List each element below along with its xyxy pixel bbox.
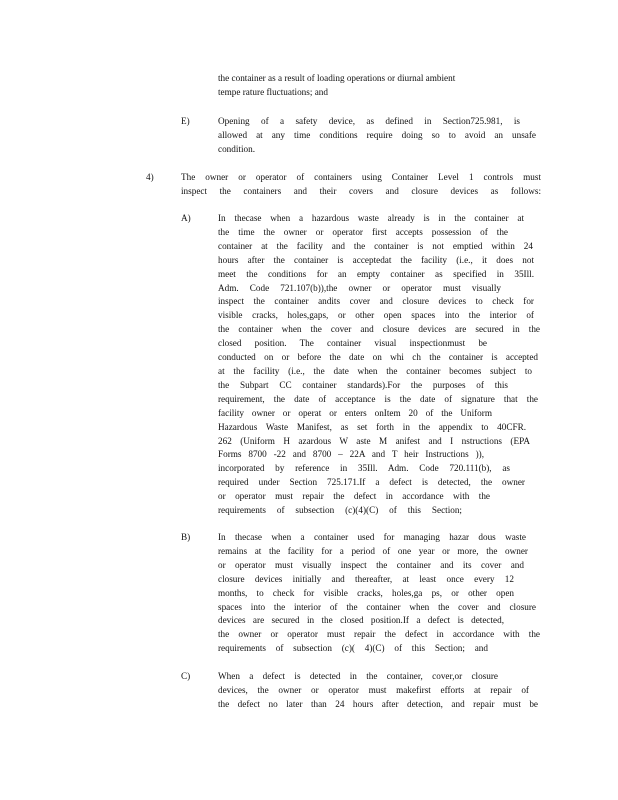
- text-line: the defect no later than 24 hours after detection, and repair must be: [218, 698, 538, 709]
- text-line: requirement, the date of acceptance is the date of signature that the: [218, 393, 538, 404]
- item-label-e: E): [181, 116, 190, 126]
- text-line: facility owner or operat or enters onItem 20 of the Uniform: [218, 407, 492, 418]
- text-line: When a defect is detected in the container, cover,or closure: [218, 671, 498, 681]
- item-a-text: [218, 212, 540, 518]
- text-line: the container when the cover and closure devices are secured in the: [218, 324, 540, 335]
- text-line: meet the conditions for an empty container as specified in 35Ill.: [218, 268, 534, 279]
- text-line: Forms 8700 -22 and 8700 – 22A and T heir Instructions )),: [218, 449, 484, 460]
- text-line: Adm. Code 721.107(b)),the owner or operator must visually: [218, 282, 501, 293]
- text-line: closure devices initially and thereafter, at least once every 12: [218, 573, 514, 584]
- text-line: the time the owner or operator first accepts possession of the: [218, 226, 508, 237]
- text-line: the owner or operator must repair the defect in accordance with the: [218, 629, 540, 640]
- item-b-text: [218, 531, 540, 656]
- text-line: devices are secured in the closed position.If a defect is detected,: [218, 615, 504, 626]
- item-label-4: 4): [146, 172, 154, 182]
- text-line: the container as a result of loading operations or diurnal ambient: [218, 73, 456, 83]
- text-line: inspect the container andits cover and closure devices to check for: [218, 296, 534, 307]
- text-line: months, to check for visible cracks, holes,ga ps, or other open: [218, 587, 514, 598]
- text-line: visible cracks, holes,gaps, or other open spaces into the interior of: [218, 310, 534, 321]
- text-line: hours after the container is acceptedat the facility (i.e., it does not: [218, 254, 534, 265]
- text-line: conducted on or before the date on whi ch the container is accepted: [218, 352, 538, 363]
- text-line: Opening of a safety device, as defined in Section725.981, is: [218, 116, 520, 126]
- text-line: remains at the facility for a period of one year or more, the owner: [218, 545, 528, 556]
- text-line: closed position. The container visual inspectionmust be: [218, 338, 487, 349]
- text-line: spaces into the interior of the container when the cover and closure: [218, 601, 536, 612]
- text-line: 262 (Uniform H azardous W aste M anifest and I nstructions (EPA: [218, 435, 530, 446]
- text-line: requirements of subsection (c)(4)(C) of this Section;: [218, 505, 462, 516]
- text-line: at the facility (i.e., the date when the container becomes subject to: [218, 365, 532, 376]
- text-line: In thecase when a container used for managing hazar dous waste: [218, 532, 526, 542]
- text-line: or operator must visually inspect the container and its cover and: [218, 559, 524, 570]
- text-line: container at the facility and the container is not emptied within 24: [218, 240, 533, 251]
- text-line: Hazardous Waste Manifest, as set forth in the appendix to 40CFR.: [218, 421, 526, 432]
- continuation-text: [218, 72, 528, 100]
- text-line: inspect the containers and their covers and closure devices as follows:: [181, 185, 541, 196]
- item-label-b: B): [181, 532, 191, 542]
- item-c-text: [218, 670, 540, 712]
- text-line: required under Section 725.171.If a defect is detected, the owner: [218, 477, 525, 488]
- text-line: or operator must repair the defect in accordance with the: [218, 491, 490, 502]
- item-label-c: C): [181, 671, 191, 681]
- text-line: allowed at any time conditions require doing so to avoid an unsafe: [218, 129, 536, 140]
- text-line: requirements of subsection (c)( 4)(C) of this Section; and: [218, 643, 488, 654]
- item-e-text: [218, 115, 536, 157]
- text-line: In thecase when a hazardous waste already is in the container at: [218, 213, 524, 223]
- text-line: the Subpart CC container standards).For the purposes of this: [218, 379, 508, 390]
- text-line: devices, the owner or operator must makefirst efforts at repair of: [218, 684, 529, 695]
- text-line: The owner or operator of containers using Container Level 1 controls must: [181, 172, 541, 182]
- text-line: condition.: [218, 143, 256, 154]
- item-label-a: A): [181, 213, 191, 223]
- text-line: tempe rature fluctuations; and: [218, 86, 328, 97]
- item-4-text: [181, 171, 541, 199]
- text-line: incorporated by reference in 35Ill. Adm. Code 720.111(b), as: [218, 463, 510, 474]
